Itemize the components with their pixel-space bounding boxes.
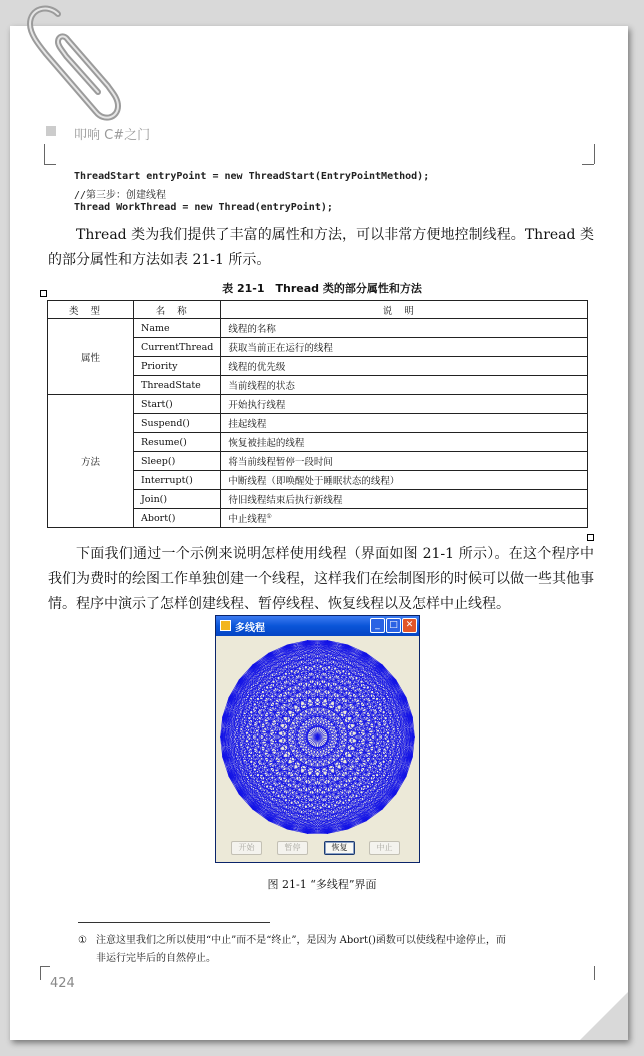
crop-mark [594,144,595,164]
member-desc: 当前线程的状态 [221,376,588,395]
footnote-ref: ① [266,512,272,520]
footnote [78,932,598,968]
member-name: Start() [134,395,221,414]
member-name: Resume() [134,433,221,452]
pause-button[interactable]: 暂停 [277,841,308,855]
table-row [48,319,588,338]
member-desc: 待旧线程结束后执行新线程 [221,490,588,509]
body-paragraph: 下面我们通过一个示例来说明怎样使用线程（界面如图 21-1 所示）。在这个程序中我们为费时的绘图工作单独创建一个线程，这样我们在绘制图形的时候可以做一些其他事情。程序中演示了怎样创建线程、暂停线程、恢复线程以及怎样中止线程。 [48,546,594,612]
table-row [48,395,588,414]
member-name: Abort() [134,509,221,528]
group-methods: 方法 [48,395,134,528]
member-name: Priority [134,357,221,376]
running-header: 叩响 C#之门 [74,128,151,143]
member-name: Suspend() [134,414,221,433]
member-name: Sleep() [134,452,221,471]
member-desc: 恢复被挂起的线程 [221,433,588,452]
crop-mark [44,144,45,164]
minimize-icon[interactable]: _ [370,618,385,633]
resume-button[interactable]: 恢复 [324,841,355,855]
header-name: 名称 [134,301,221,319]
table-resize-handle [587,534,594,541]
footnote-line: 注意这里我们之所以使用“中止”而不是“终止”，是因为 Abort()函数可以使线程中途停止，而 [96,935,506,946]
app-icon [220,620,231,631]
title-bar[interactable] [216,616,419,636]
member-desc: 线程的名称 [221,319,588,338]
member-name: ThreadState [134,376,221,395]
member-desc: 开始执行线程 [221,395,588,414]
member-desc-text: 中止线程 [228,514,267,525]
crop-mark [40,966,50,967]
member-desc: 线程的优先级 [221,357,588,376]
code-line: Thread WorkThread = new Thread(entryPoint); [74,202,333,213]
maximize-icon[interactable]: □ [386,618,401,633]
member-desc: 中断线程（即唤醒处于睡眠状态的线程） [221,471,588,490]
header-desc: 说明 [221,301,588,319]
app-window [215,615,420,863]
table-header-row [48,301,588,319]
member-name: Name [134,319,221,338]
crop-mark [582,164,594,165]
code-comment: //第三步：创建线程 [74,190,167,201]
footnote-mark: ① [78,935,87,946]
crop-mark [44,164,56,165]
close-icon[interactable]: ✕ [402,618,417,633]
footnote-line: 非运行完毕后的自然停止。 [96,953,216,964]
crop-mark [40,966,41,980]
properties-table [47,300,588,528]
table-caption: 表 21-1 Thread 类的部分属性和方法 [222,282,422,295]
abort-button[interactable]: 中止 [369,841,400,855]
footnote-rule [78,922,270,923]
code-line: ThreadStart entryPoint = new ThreadStart(EntryPointMethod); [74,171,430,182]
member-name: Interrupt() [134,471,221,490]
body-paragraph: Thread 类为我们提供了丰富的属性和方法，可以非常方便地控制线程。Thread 类的部分属性和方法如表 21-1 所示。 [48,227,594,268]
paperclip-icon [18,0,128,124]
start-button[interactable]: 开始 [231,841,262,855]
table-handle [40,290,47,297]
header-type: 类型 [48,301,134,319]
group-properties: 属性 [48,319,134,395]
window-title: 多线程 [235,623,265,634]
member-desc: 获取当前正在运行的线程 [221,338,588,357]
member-desc [221,509,588,528]
drawing-canvas [218,638,417,836]
page-number: 424 [50,976,75,991]
member-name: Join() [134,490,221,509]
page-curl [580,992,628,1040]
drawing-lines [221,641,415,834]
member-name: CurrentThread [134,338,221,357]
figure-caption: 图 21-1 “多线程”界面 [267,878,377,891]
member-desc: 挂起线程 [221,414,588,433]
member-desc: 将当前线程暂停一段时间 [221,452,588,471]
header-square-icon [46,126,56,136]
crop-mark [594,966,595,980]
